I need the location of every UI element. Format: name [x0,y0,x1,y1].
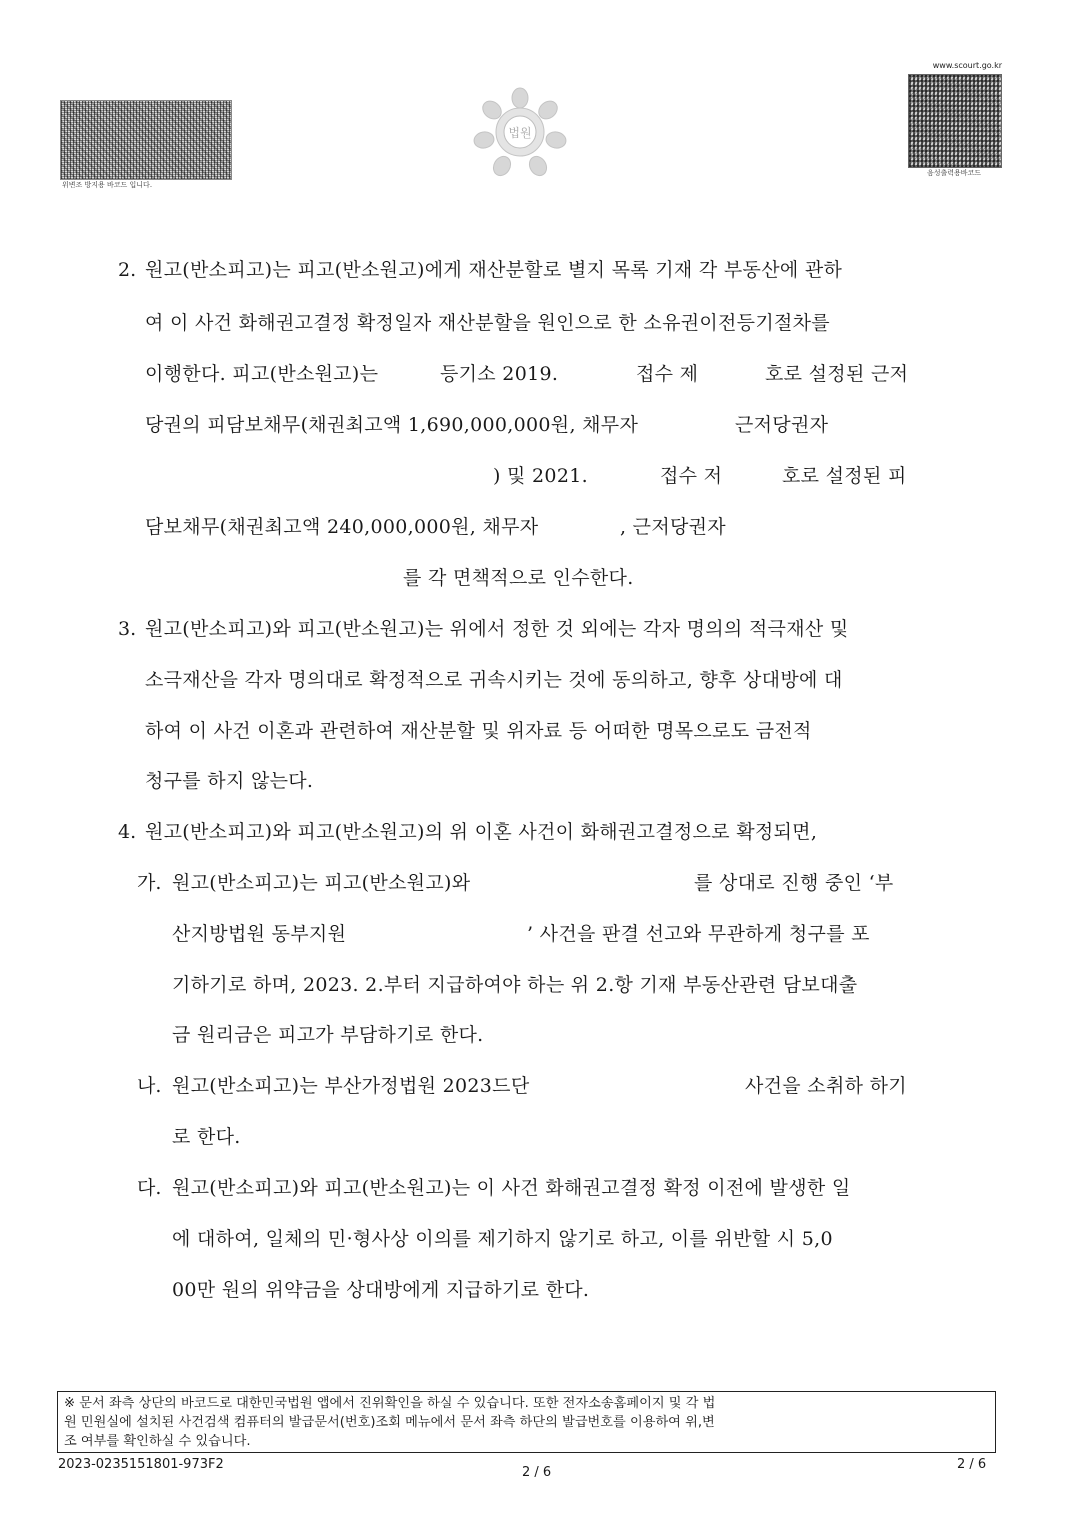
item2-line-segment: 당권의 피담보채무(채권최고액 1,690,000,000원, 채무자 [145,414,639,436]
item3-line: 소극재산을 각자 명의대로 확정적으로 귀속시키는 것에 동의하고, 향후 상대방에 대 [145,669,843,691]
item4-line: 원고(반소피고)와 피고(반소원고)의 위 이혼 사건이 화해권고결정으로 확정되면, [145,821,818,843]
item2-line-segment: ) 및 2021. [493,465,588,487]
item2-line-segment: 근저당권자 [735,414,829,436]
item3-line: 청구를 하지 않는다. [145,770,314,792]
sub-ga-line-segment: 를 상대로 진행 중인 ‘부 [694,872,894,894]
issue-number: 2023-0235151801-973F2 [58,1457,224,1472]
item2-line-segment: 호로 설정된 근저 [765,363,909,385]
anti-forgery-barcode-caption: 위변조 방지용 바코드 입니다. [62,181,153,189]
sub-na-line-segment: 원고(반소피고)는 부산가정법원 2023드단 [172,1075,530,1097]
sub-da-line: 원고(반소피고)와 피고(반소원고)는 이 사건 화해권고결정 확정 이전에 발생한 일 [172,1177,851,1199]
sub-na-line-segment: 사건을 소취하 하기 [745,1075,907,1097]
notice-line: ※ 문서 좌측 상단의 바코드로 대한민국법원 앱에서 진위확인을 하실 수 있습니다. 또한 전자소송홈페이지 및 각 법 [64,1396,716,1411]
sub-item-marker: 다. [137,1177,162,1199]
notice-line: 조 여부를 확인하실 수 있습니다. [64,1434,251,1449]
item3-line: 원고(반소피고)와 피고(반소원고)는 위에서 정한 것 외에는 각자 명의의 적극재산 및 [145,618,849,640]
page-number-center: 2 / 6 [522,1465,552,1480]
sub-ga-line: 기하기로 하며, 2023. 2.부터 지급하여야 하는 위 2.항 기재 부동산관련 담보대출 [172,974,858,996]
sub-na-line: 로 한다. [172,1126,241,1148]
item2-line: 를 각 면책적으로 인수한다. [403,567,634,589]
item2-line-segment: 등기소 2019. [440,363,559,385]
page-number-right: 2 / 6 [957,1457,987,1472]
sub-da-line: 00만 원의 위약금을 상대방에게 지급하기로 한다. [172,1279,590,1301]
item2-line-segment: 호로 설정된 피 [782,465,907,487]
court-emblem-icon [472,84,568,180]
sub-item-marker: 가. [137,872,162,894]
sub-ga-line-segment: ’ 사건을 판결 선고와 무관하게 청구를 포 [527,923,870,945]
item2-line: 원고(반소피고)는 피고(반소원고)에게 재산분할로 별지 목록 기재 각 부동산에 관하 [145,259,843,281]
qr-code [908,74,1002,168]
item-number: 4. [118,821,137,843]
sub-item-marker: 나. [137,1075,162,1097]
item2-line-segment: , 근저당권자 [620,516,726,538]
item-number: 2. [118,259,137,281]
item2-line-segment: 접수 저 [660,465,723,487]
item2-line-segment: 담보채무(채권최고액 240,000,000원, 채무자 [145,516,539,538]
item2-line: 여 이 사건 화해권고결정 확정일자 재산분할을 원인으로 한 소유권이전등기절차를 [145,312,830,334]
qr-caption: 음성출력용바코드 [926,169,982,177]
emblem-text: 법원 [508,126,532,140]
sub-ga-line-segment: 원고(반소피고)는 피고(반소원고)와 [172,872,471,894]
sub-ga-line-segment: 산지방법원 동부지원 [172,923,347,945]
anti-forgery-barcode [60,100,232,180]
notice-line: 원 민원실에 설치된 사건검색 컴퓨터의 발급문서(번호)조회 메뉴에서 문서 좌측 하단의 발급번호를 이용하여 위,변 [64,1415,715,1430]
item2-line-segment: 이행한다. 피고(반소원고)는 [145,363,379,385]
qr-url: www.scourt.go.kr [932,61,1002,70]
item-number: 3. [118,618,137,640]
sub-da-line: 에 대하여, 일체의 민·형사상 이의를 제기하지 않기로 하고, 이를 위반할 시 5,0 [172,1228,833,1250]
sub-ga-line: 금 원리금은 피고가 부담하기로 한다. [172,1024,484,1046]
item2-line-segment: 접수 제 [636,363,699,385]
verification-notice [57,1391,996,1453]
item3-line: 하여 이 사건 이혼과 관련하여 재산분할 및 위자료 등 어떠한 명목으로도 금전적 [145,720,812,742]
